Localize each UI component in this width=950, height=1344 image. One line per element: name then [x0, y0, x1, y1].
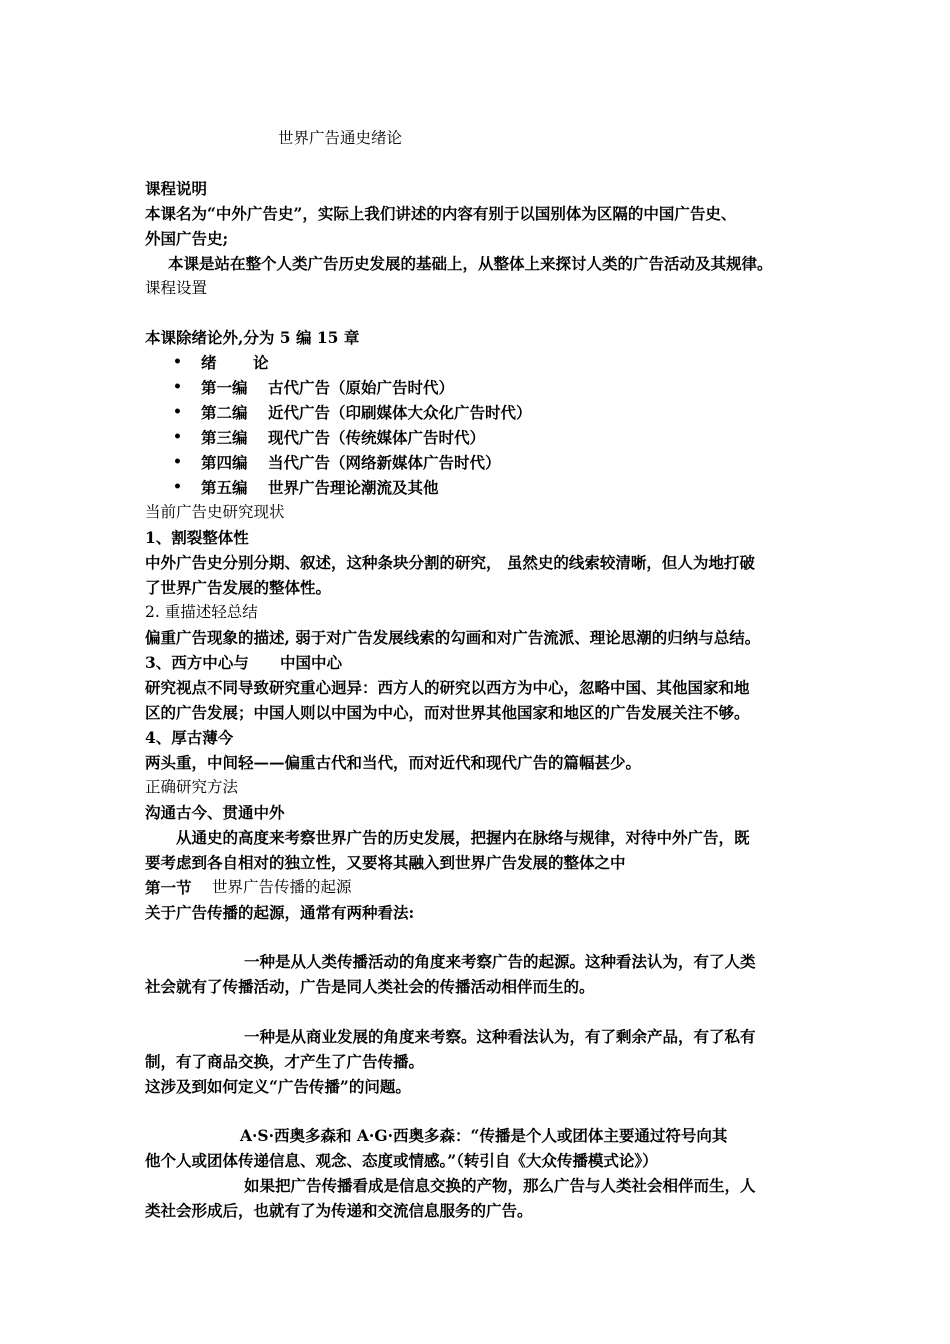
bullet-icon: •	[173, 379, 182, 395]
paragraph-line: 了世界广告发展的整体性。	[145, 578, 332, 597]
paragraph-line: 类社会形成后，也就有了为传递和交流信息服务的广告。	[145, 1201, 533, 1220]
paragraph-line: 从通史的高度来考察世界广告的历史发展，把握内在脉络与规律，对待中外广告，既	[176, 828, 750, 847]
section-label: 第一节	[145, 878, 192, 897]
bullet-icon: •	[173, 429, 182, 445]
paragraph-line: 一种是从人类传播活动的角度来考察广告的起源。这种看法认为，有了人类	[244, 952, 756, 971]
course-setup-heading: 课程设置	[145, 279, 208, 297]
paragraph-line: 如果把广告传播看成是信息交换的产物，那么广告与人类社会相伴而生，人	[244, 1176, 756, 1195]
outline-name: 当代广告（网络新媒体广告时代）	[268, 453, 501, 472]
outline-name: 现代广告（传统媒体广告时代）	[268, 428, 486, 447]
section-title: 世界广告传播的起源	[212, 878, 352, 896]
bullet-icon: •	[173, 454, 182, 470]
bullet-icon: •	[173, 354, 182, 370]
status-heading: 当前广告史研究现状	[145, 503, 285, 521]
paragraph-line: 本课是站在整个人类广告历史发展的基础上，从整体上来探讨人类的广告活动及其规律。	[168, 254, 773, 273]
issue-heading: 1、割裂整体性	[145, 528, 249, 547]
structure-line: 本课除绪论外,分为 5 编 15 章	[145, 328, 360, 347]
paragraph-line: A·S·西奥多森和 A·G·西奥多森：“传播是个人或团体主要通过符号向其	[240, 1126, 728, 1145]
outline-part: 第一编	[201, 378, 248, 397]
paragraph-line: 外国广告史;	[145, 229, 229, 248]
paragraph-line: 区的广告发展；中国人则以中国为中心，而对世界其他国家和地区的广告发展关注不够。	[145, 703, 750, 722]
outline-part: 第二编	[201, 403, 248, 422]
document-title: 世界广告通史绪论	[278, 129, 403, 147]
issue-heading: 2. 重描述轻总结	[145, 603, 258, 621]
course-desc-heading: 课程说明	[145, 179, 208, 198]
paragraph-line: 社会就有了传播活动，广告是同人类社会的传播活动相伴而生的。	[145, 977, 595, 996]
outline-part: 第五编	[201, 478, 248, 497]
paragraph-line: 这涉及到如何定义“广告传播”的问题。	[145, 1077, 411, 1096]
method-heading: 正确研究方法	[145, 778, 239, 796]
paragraph-line: 两头重，中间轻——偏重古代和当代，而对近代和现代广告的篇幅甚少。	[145, 753, 642, 772]
outline-part: 第四编	[201, 453, 248, 472]
paragraph-line: 制，有了商品交换，才产生了广告传播。	[145, 1052, 425, 1071]
outline-name: 古代广告（原始广告时代）	[268, 378, 455, 397]
outline-name: 世界广告理论潮流及其他	[268, 478, 439, 497]
issue-heading: 3、西方中心与	[145, 653, 249, 672]
outline-part: 第三编	[201, 428, 248, 447]
paragraph-line: 要考虑到各自相对的独立性，又要将其融入到世界广告发展的整体之中	[145, 853, 626, 872]
bullet-icon: •	[173, 404, 182, 420]
paragraph-line: 一种是从商业发展的角度来考察。这种看法认为，有了剩余产品，有了私有	[244, 1027, 756, 1046]
method-subheading: 沟通古今、贯通中外	[145, 803, 285, 822]
issue-heading: 中国中心	[280, 653, 343, 672]
paragraph-line: 本课名为“中外广告史”，实际上我们讲述的内容有别于以国别体为区隔的中国广告史、	[145, 204, 737, 223]
issue-heading: 4、厚古薄今	[145, 728, 234, 747]
paragraph-line: 中外广告史分别分期、叙述，这种条块分割的研究， 虽然史的线索较清晰，但人为地打破	[145, 553, 755, 572]
paragraph-line: 他个人或团体传递信息、观念、态度或情感。”（转引自《大众传播模式论》）	[145, 1151, 658, 1170]
paragraph-line: 关于广告传播的起源，通常有两种看法:	[145, 903, 415, 922]
outline-name: 近代广告（印刷媒体大众化广告时代）	[268, 403, 532, 422]
bullet-icon: •	[173, 479, 182, 495]
paragraph-line: 偏重广告现象的描述, 弱于对广告发展线索的勾画和对广告流派、理论思潮的归纳与总结。	[145, 628, 761, 647]
outline-part: 绪	[201, 353, 217, 372]
paragraph-line: 研究视点不同导致研究重心迥异：西方人的研究以西方为中心，忽略中国、其他国家和地	[145, 678, 750, 697]
outline-name: 论	[253, 353, 269, 372]
